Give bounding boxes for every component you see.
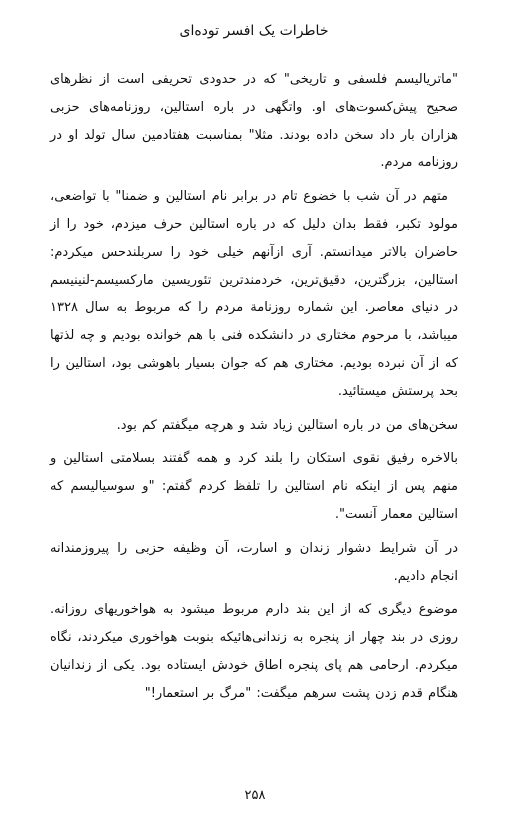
paragraph-2: متهم در آن شب با خضوع تام در برابر نام استالین و ضمنا" با تواضعی، مولود تکبر، فقط بدان دلیل که در باره استالین حرف میزدم، خود را از حاضران بالاتر میدانستم. آری ازآنهم خیلی خود را سربلندحس میکردم: استالین، بزرگترین، دقیق‌ترین، خردمندترین تئوریسین مارکسیسم-لنینیسم در دنیای معاصر. این شماره روزنامة مردم را که مربوط به سال ۱۳۲۸ میباشد، با مرحوم مختاری در دانشکده فنی با هم خوانده بودیم و چه لذتها که از آن نبرده بودیم. مختاری هم که جوان بسیار باهوشی بود، استالین را بحد پرستش میستائید. <box>50 189 458 399</box>
paragraph-3: سخن‌های من در باره استالین زیاد شد و هرچه میگفتم کم بود. <box>116 417 458 433</box>
paragraph-4: بالاخره رفیق نقوی استکان را بلند کرد و همه گفتند بسلامتی استالین و منهم پس از اینکه نام استالین را تلفظ کردم گفتم: "و سوسیالیسم که استالین معمار آنست". <box>50 451 458 522</box>
paragraph-6: موضوع دیگری که از این بند دارم مربوط میشود به هواخوریهای روزانه. روزی در بند چهار از پنجره به زندانی‌هائیکه بنوبت هواخوری میکردند، نگاه میکردم. ارحامی هم پای پنجره اطاق خودش ایستاده بود. یکی از زندانیان هنگام قدم زدن پشت سرهم میگفت: "مرگ بر استعمار!" <box>50 602 458 701</box>
page-number: ۲۵۸ <box>244 788 266 803</box>
paragraph-5: در آن شرایط دشوار زندان و اسارت، آن وظیفه حزبی را پیروزمندانه انجام دادیم. <box>50 540 458 584</box>
body-text <box>50 66 458 708</box>
running-header: خاطرات یک افسر توده‌ای <box>179 23 329 39</box>
paragraph-1: "ماتریالیسم فلسفی و تاریخی" که در حدودی تحریفی است از نظرهای صحیح پیش‌کسوت‌های او. واتگهی در باره استالین، روزنامه‌های حزبی هزاران بار داد سخن داده بودند. مثلا" بمناسبت هفتادمین سال تولد او در روزنامه مردم. <box>50 72 458 171</box>
